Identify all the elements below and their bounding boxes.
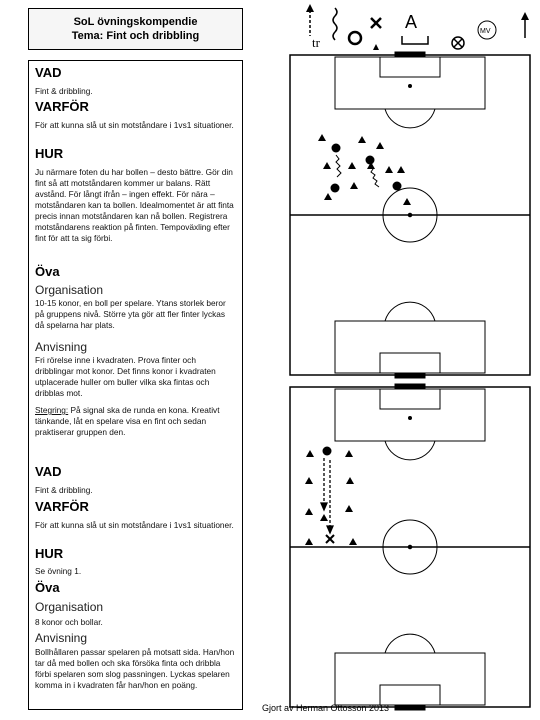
ex1-org-heading: Organisation [35,283,104,297]
ex2-vad-heading: VAD [35,464,62,479]
credit-text: Gjort av Herman Ottosson 2013 [262,703,390,713]
ex2-hur-heading: HUR [35,546,64,561]
cone-marker [345,450,353,457]
cone-marker [323,162,331,169]
cone-marker [305,508,313,515]
ball-marker [393,182,402,191]
stegring-label: Stegring: [35,405,69,415]
pitch-2 [290,384,530,710]
cone-marker [305,477,313,484]
cone-marker [350,182,358,189]
ex2-vad-text: Fint & dribbling. [35,485,93,495]
bracket-icon [402,36,428,44]
title-line-1: SoL övningskompendie [73,16,198,28]
title-line-2: Tema: Fint och dribbling [71,30,200,42]
ball-circle-icon [349,32,361,44]
ball-marker [323,447,332,456]
cone-marker [320,514,328,521]
ex1-varfor-text: För att kunna slå ut sin motståndare i 1vs1 situationer. [35,120,234,130]
ex1-org-text: 10-15 konor, en boll per spelare. Ytans storlek beror på gruppens nivå. Större yta gör att fler finter lyckas då spelarna har plats. [35,298,226,330]
ex1-stegring-text [35,405,235,438]
ex2-anv-heading: Anvisning [35,631,88,645]
stegring-body: På signal ska de runda en kona. Kreativt tänkande, låt en spelare visa en fint och sedan praktiserar gruppen den. [35,405,220,437]
tr-label: tr [312,35,320,50]
cone-marker [318,134,326,141]
cone-marker [346,477,354,484]
pitch-1 [290,52,530,378]
ex2-org-text: 8 konor och bollar. [35,617,103,627]
cone-marker [367,162,375,169]
pitch-2-pass-path [321,458,334,543]
ex2-anv-text: Bollhållaren passar spelaren på motsatt sida. Han/hon tar då med bollen och ska försöka finta och dribbla förbi spelaren som slog passningen. Lyckas spelaren komma in i kvadraten får han/hon en poäng. [35,647,235,690]
cross-icon [371,18,381,28]
text-column [28,60,243,710]
cone-marker [403,198,411,205]
cone-marker [349,538,357,545]
cone-marker [305,538,313,545]
ex2-varfor-text: För att kunna slå ut sin motståndare i 1vs1 situationer. [35,520,234,530]
cone-marker [306,450,314,457]
ex2-varfor-heading: VARFÖR [35,499,89,514]
ball-marker [332,144,341,153]
ball-marker [331,184,340,193]
ex1-anv-text: Fri rörelse inne i kvadraten. Prova finter och dribblingar mot konor. Det finns konor i kvadraten utplacerade huller om buller vilka ska fintas och dribblas mot. [35,355,216,398]
ex1-vad-text: Fint & dribbling. [35,86,93,96]
ex1-ova-heading: Öva [35,264,60,279]
pitch-2-players [305,447,357,546]
wavy-line-icon [333,8,337,40]
cone-marker [385,166,393,173]
ex1-varfor-heading: VARFÖR [35,99,89,114]
ex2-hur-text: Se övning 1. [35,566,82,576]
cone-marker [348,162,356,169]
ex1-hur-heading: HUR [35,146,64,161]
cone-marker [358,136,366,143]
ball-marker [366,156,375,165]
label-a-icon: A [405,12,418,32]
cone-marker [397,166,405,173]
ex2-ova-heading: Öva [35,580,60,595]
ex1-vad-heading: VAD [35,65,62,80]
cone-icon [452,37,464,49]
cone-marker [324,193,332,200]
mv-label: MV [480,28,491,35]
legend-icons [0,0,540,60]
arrow-up-icon [521,12,529,38]
pitch-1-players [318,134,411,205]
ex1-anv-heading: Anvisning [35,340,88,354]
ex1-hur-text: Ju närmare foten du har bollen – desto bättre. Gör din fint så att motståndaren kommer ur balans. Rätt avstånd. För långt ifrån – ingen effekt. För nära – motståndaren kan ta bollen. Idealmomentet är att finta precis innan motståndaren kan nå bollen. Registrera motståndarens reaktion på finten. Tempoväxling efter fint för att ta sig förbi. [35,167,234,243]
triangle-icon [373,44,379,50]
cone-marker [345,505,353,512]
cone-marker [376,142,384,149]
pitch-1-dribble-paths [336,155,379,187]
ex2-org-heading: Organisation [35,600,104,614]
dribble-arrow-icon [306,4,314,36]
